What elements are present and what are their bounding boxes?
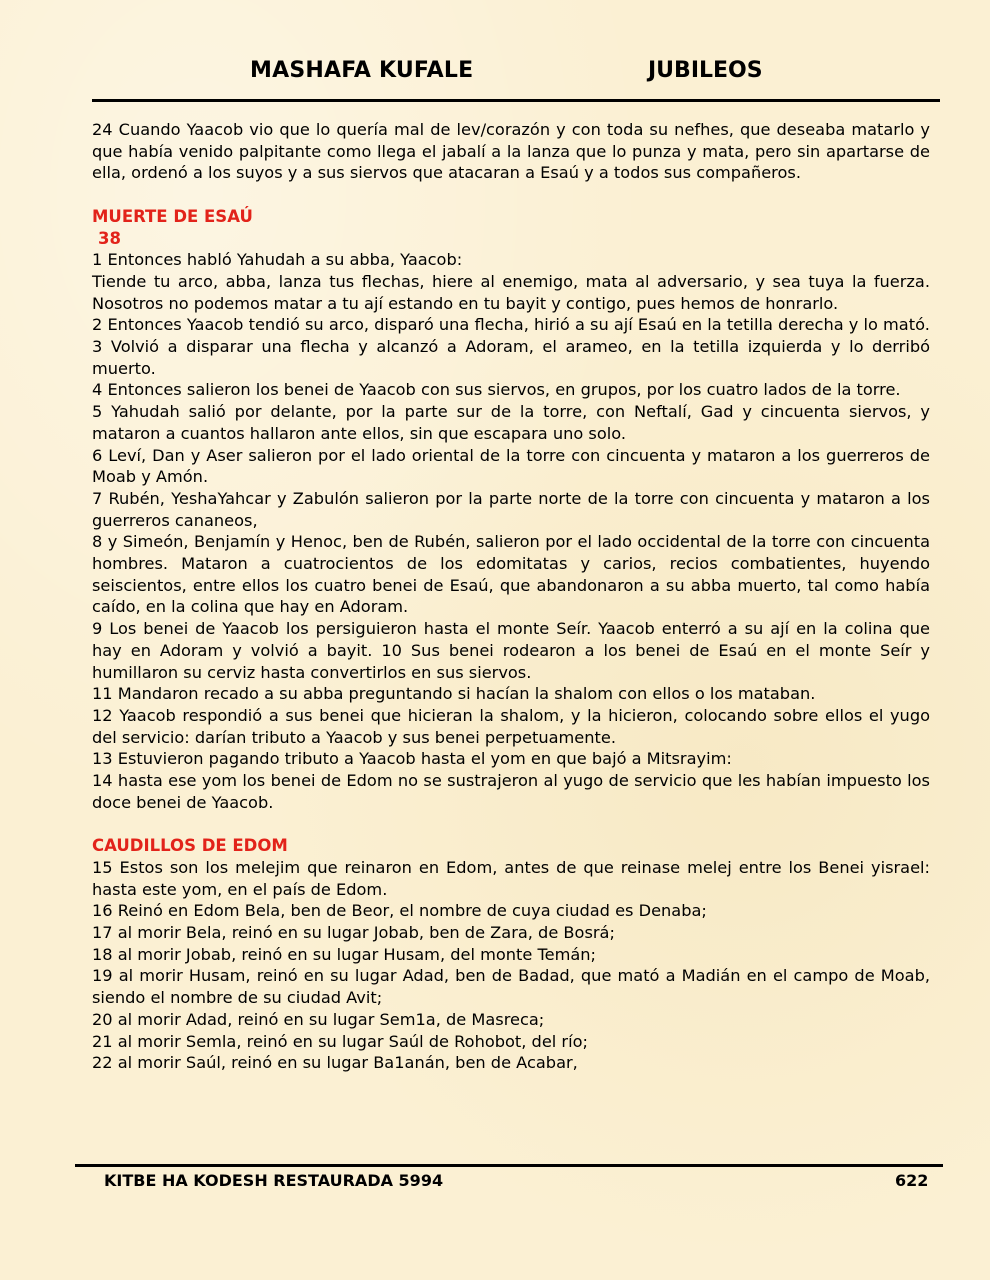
verse-16: 16 Reinó en Edom Bela, ben de Beor, el nombre de cuya ciudad es Denaba; — [92, 901, 707, 921]
verse-13: 13 Estuvieron pagando tributo a Yaacob hasta el yom en que bajó a Mitsrayim: — [92, 749, 732, 769]
verse-8: 8 y Simeón, Benjamín y Henoc, ben de Rubén, salieron por el lado occidental de la torre con cincuenta hombres. Mataron a cuatrocientos de los edomitatas y carios, recios combatientes, huyendo seiscientos, entre ellos los cuatro benei de Esaú, que abandonaron a su abba muerto, tal como había caído, en la colina que hay en Adoram. — [92, 532, 930, 617]
header-title-left: MASHAFA KUFALE — [250, 58, 474, 83]
verse-6: 6 Leví, Dan y Aser salieron por el lado oriental de la torre con cincuenta y mataron a los guerreros de Moab y Amón. — [92, 445, 930, 487]
verse-24: 24 Cuando Yaacob vio que lo quería mal de lev/corazón y con toda su nefhes, que deseaba matarlo y que había venido palpitante como llega el jabalí a la lanza que lo punza y mata, pero sin apartarse de ella, ordenó a los suyos y a sus siervos que atacaran a Esaú y a todos sus compañeros. — [92, 120, 930, 183]
verse-19: 19 al morir Husam, reinó en su lugar Adad, ben de Badad, que mató a Madián en el campo de Moab, siendo el nombre de su ciudad Avit; — [92, 966, 930, 1008]
verse-7: 7 Rubén, YeshaYahcar y Zabulón salieron por la parte norte de la torre con cincuenta y mataron a los guerreros cananeos, — [92, 488, 930, 530]
paragraph-gap — [92, 813, 930, 835]
chapter-number: 38 — [98, 228, 121, 248]
verse-15: 15 Estos son los melejim que reinaron en Edom, antes de que reinase melej entre los Benei yisrael: hasta este yom, en el país de Edom. — [92, 857, 930, 899]
verse-2: 2 Entonces Yaacob tendió su arco, disparó una flecha, hirió a su ají Esaú en la tetilla derecha y lo mató. — [92, 315, 930, 335]
verse-3: 3 Volvió a disparar una flecha y alcanzó a Adoram, el arameo, en la tetilla izquierda y lo derribó muerto. — [92, 337, 930, 378]
verse-1-speech: Tiende tu arco, abba, lanza tus flechas, hiere al enemigo, mata al adversario, y sea tuya la fuerza. Nosotros no podemos matar a tu ají estando en tu bayit y contigo, pues hemos de honrarlo. — [92, 271, 930, 313]
footer-book-title: KITBE HA KODESH RESTAURADA 5994 — [104, 1171, 444, 1190]
page-number: 622 — [895, 1171, 929, 1190]
header-divider — [92, 99, 940, 102]
footer-divider — [75, 1164, 943, 1167]
verse-21: 21 al morir Semla, reinó en su lugar Saúl de Rohobot, del río; — [92, 1031, 588, 1051]
verse-17: 17 al morir Bela, reinó en su lugar Jobab, ben de Zara, de Bosrá; — [92, 922, 615, 942]
paragraph-gap — [92, 184, 930, 206]
verse-18: 18 al morir Jobab, reinó en su lugar Husam, del monte Temán; — [92, 944, 596, 964]
verse-20: 20 al morir Adad, reinó en su lugar Sem1a, de Masreca; — [92, 1009, 545, 1029]
verse-4: 4 Entonces salieron los benei de Yaacob con sus siervos, en grupos, por los cuatro lados de la torre. — [92, 380, 901, 400]
page-body — [92, 119, 930, 1074]
page-header — [0, 58, 990, 90]
verse-11: 11 Mandaron recado a su abba preguntando si hacían la shalom con ellos o los mataban. — [92, 684, 816, 704]
verse-22: 22 al morir Saúl, reinó en su lugar Ba1anán, ben de Acabar, — [92, 1053, 578, 1073]
header-title-right: JUBILEOS — [648, 58, 763, 83]
section-heading-caudillos-de-edom: CAUDILLOS DE EDOM — [92, 836, 288, 856]
verse-1: 1 Entonces habló Yahudah a su abba, Yaacob: — [92, 250, 463, 270]
verse-9-10: 9 Los benei de Yaacob los persiguieron hasta el monte Seír. Yaacob enterró a su ají en la colina que hay en Adoram y volvió a bayit. 10 Sus benei rodearon a los benei de Esaú en el monte Seír y humillaron su cerviz hasta convertirlos en sus siervos. — [92, 619, 930, 682]
verse-5: 5 Yahudah salió por delante, por la parte sur de la torre, con Neftalí, Gad y cincuenta siervos, y mataron a cuantos hallaron ante ellos, sin que escapara uno solo. — [92, 402, 930, 443]
verse-12: 12 Yaacob respondió a sus benei que hicieran la shalom, y la hicieron, colocando sobre ellos el yugo del servicio: darían tributo a Yaacob y sus benei perpetuamente. — [92, 705, 930, 747]
section-heading-muerte-de-esau: MUERTE DE ESAÚ — [92, 206, 253, 226]
verse-14: 14 hasta ese yom los benei de Edom no se sustrajeron al yugo de servicio que les habían impuesto los doce benei de Yaacob. — [92, 771, 930, 812]
